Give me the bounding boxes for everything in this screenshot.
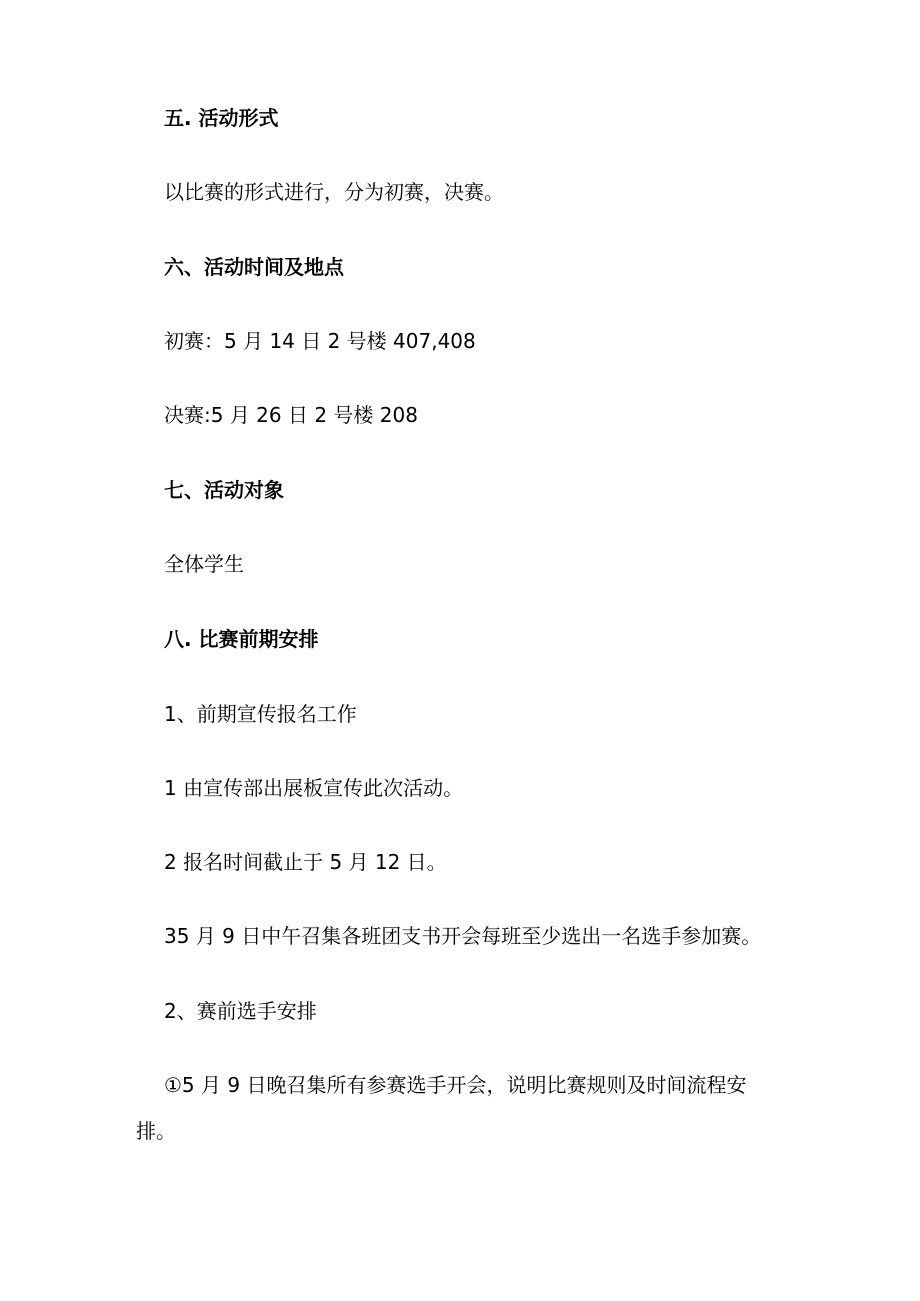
list-item-contestant-meeting-continuation: 排。 <box>136 1119 176 1143</box>
list-item-contestant-meeting: ①5 月 9 日晚召集所有参赛选手开会，说明比赛规则及时间流程安 <box>164 1073 747 1097</box>
list-item-class-meeting: 35 月 9 日中午召集各班团支书开会每班至少选出一名选手参加赛。 <box>164 924 762 948</box>
subheading-contestant-arrangement: 2、赛前选手安排 <box>164 999 317 1023</box>
section-heading-8: 八. 比赛前期安排 <box>164 627 319 651</box>
paragraph-audience: 全体学生 <box>164 552 244 576</box>
section-heading-5: 五. 活动形式 <box>164 106 279 130</box>
paragraph-preliminary-schedule: 初赛：5 月 14 日 2 号楼 407,408 <box>164 329 476 353</box>
list-item-promotion-board: 1 由宣传部出展板宣传此次活动。 <box>164 776 464 800</box>
paragraph-activity-format: 以比赛的形式进行，分为初赛，决赛。 <box>164 180 504 204</box>
section-heading-7: 七、活动对象 <box>164 478 284 502</box>
section-heading-6: 六、活动时间及地点 <box>164 255 344 279</box>
paragraph-final-schedule: 决赛:5 月 26 日 2 号楼 208 <box>164 403 418 427</box>
list-item-registration-deadline: 2 报名时间截止于 5 月 12 日。 <box>164 850 447 874</box>
subheading-promotion-registration: 1、前期宣传报名工作 <box>164 702 357 726</box>
